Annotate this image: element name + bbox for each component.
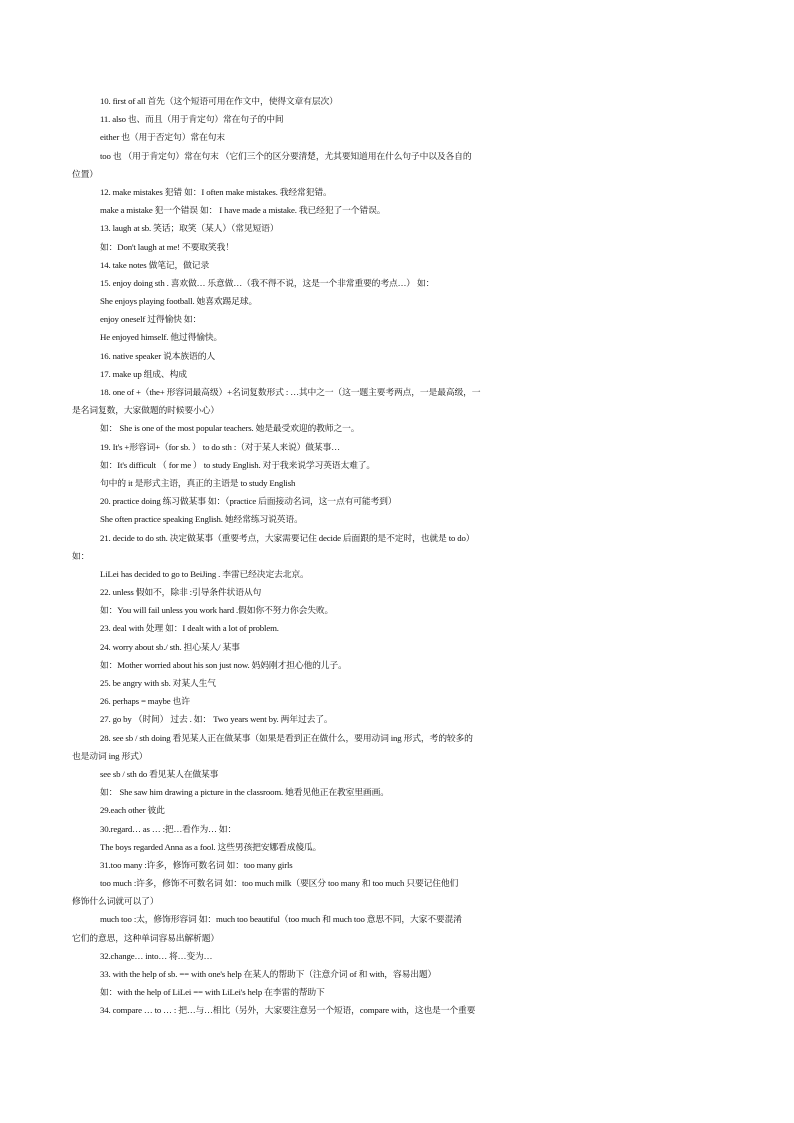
text-line: too much :许多，修饰不可数名词 如：too much milk（要区分 too many 和 too much 只要记住他们: [100, 878, 459, 889]
text-line: 如：with the help of LiLei == with LiLei's help 在李雷的帮助下: [100, 987, 325, 998]
text-line: 如：Mother worried about his son just now. 妈妈刚才担心他的儿子。: [100, 659, 347, 670]
text-line: 22. unless 假如不，除非 :引导条件状语从句: [100, 587, 262, 598]
text-line: too 也 （用于肯定句）常在句末 （它们三个的区分要清楚，尤其要知道用在什么句子中以及各自的: [100, 150, 472, 161]
text-line: 是名词复数，大家做题的时候要小心）: [72, 405, 219, 416]
text-line: 10. first of all 首先（这个短语可用在作文中，使得文章有层次）: [100, 96, 338, 106]
text-line: 20. practice doing 练习做某事 如：（practice 后面接动名词，这一点有可能考到）: [100, 496, 397, 507]
text-line: 15. enjoy doing sth . 喜欢做… 乐意做…（我不得不说，这是一个非常重要的考点…） 如：: [100, 277, 435, 288]
text-line: 句中的 it 是形式主语，真正的主语是 to study English: [100, 477, 296, 488]
text-line: 它们的意思，这种单词容易出解析题）: [72, 932, 219, 943]
text-line: either 也（用于否定句）常在句末: [100, 132, 225, 143]
text-line: 33. with the help of sb. == with one's help 在某人的帮助下（注意介词 of 和 with，容易出题）: [100, 969, 437, 979]
text-line: 修饰什么词就可以了）: [72, 896, 159, 907]
text-line: 14. take notes 做笔记，做记录: [100, 259, 210, 270]
text-line: 31.too many :许多，修饰可数名词 如：too many girls: [100, 859, 293, 870]
text-line: She often practice speaking English. 她经常练习说英语。: [100, 514, 303, 525]
text-line: 30.regard… as … :把…看作为… 如：: [100, 823, 237, 834]
text-line: 如： She saw him drawing a picture in the classroom. 她看见他正在教室里画画。: [100, 787, 389, 798]
text-line: make a mistake 犯一个错误 如： I have made a mistake. 我已经犯了一个错误。: [100, 205, 386, 216]
text-line: much too :太，修饰形容词 如：much too beautiful（too much 和 much too 意思不同，大家不要混淆: [100, 914, 462, 925]
text-line: see sb / sth do 看见某人在做某事: [100, 768, 219, 779]
text-line: 16. native speaker 说本族语的人: [100, 350, 215, 361]
text-line: 26. perhaps = maybe 也许: [100, 696, 190, 707]
text-line: 23. deal with 处理 如：I dealt with a lot of problem.: [100, 623, 279, 634]
text-line: 如：Don't laugh at me! 不要取笑我！: [100, 241, 234, 252]
text-line: 21. decide to do sth. 决定做某事（重要考点，大家需要记住 decide 后面跟的是不定时，也就是 to do）: [100, 532, 475, 543]
text-line: enjoy oneself 过得愉快 如：: [100, 314, 202, 325]
text-line: 19. It's +形容词+（for sb. ） to do sth :（对于某人来说）做某事…: [100, 441, 340, 452]
text-line: 如：You will fail unless you work hard .假如你不努力你会失败。: [100, 605, 334, 616]
text-line: She enjoys playing football. 她喜欢踢足球。: [100, 296, 258, 307]
text-line: 11. also 也、而且（用于肯定句）常在句子的中间: [100, 114, 284, 125]
text-line: 如：It's difficult （ for me ） to study English. 对于我来说学习英语太难了。: [100, 459, 376, 470]
text-line: 18. one of +（the+ 形容词最高级）+名词复数形式 : …其中之一（这一题主要考两点，一是最高级，一: [100, 387, 481, 397]
text-line: 如： She is one of the most popular teachers. 她是最受欢迎的教师之一。: [100, 423, 360, 434]
text-line: LiLei has decided to go to BeiJing . 李雷已经决定去北京。: [100, 568, 309, 579]
text-line: 28. see sb / sth doing 看见某人正在做某事（如果是看到正在做什么，要用动词 ing 形式，考的较多的: [100, 732, 473, 743]
text-line: 如：: [72, 550, 90, 561]
document-body: [0, 92, 794, 1020]
text-line: 13. laugh at sb. 笑话；取笑（某人）（常见短语）: [100, 223, 279, 234]
text-line: 17. make up 组成、构成: [100, 368, 187, 379]
text-line: 27. go by （时间） 过去 . 如： Two years went by. 两年过去了。: [100, 714, 333, 725]
text-line: 位置）: [72, 168, 98, 179]
text-line: 24. worry about sb./ sth. 担心某人/ 某事: [100, 641, 240, 652]
text-line: 32.change… into… 将…变为…: [100, 950, 213, 961]
text-line: 34. compare … to … : 把…与…相比（另外，大家要注意另一个短语，compare with，这也是一个重要: [100, 1005, 476, 1016]
text-line: 12. make mistakes 犯错 如：I often make mistakes. 我经常犯错。: [100, 186, 332, 197]
text-line: 29.each other 彼此: [100, 805, 165, 816]
text-line: 25. be angry with sb. 对某人生气: [100, 678, 216, 688]
text-line: The boys regarded Anna as a fool. 这些男孩把安娜看成傻瓜。: [100, 841, 322, 852]
text-line: He enjoyed himself. 他过得愉快。: [100, 332, 223, 343]
text-line: 也是动词 ing 形式）: [72, 750, 148, 761]
